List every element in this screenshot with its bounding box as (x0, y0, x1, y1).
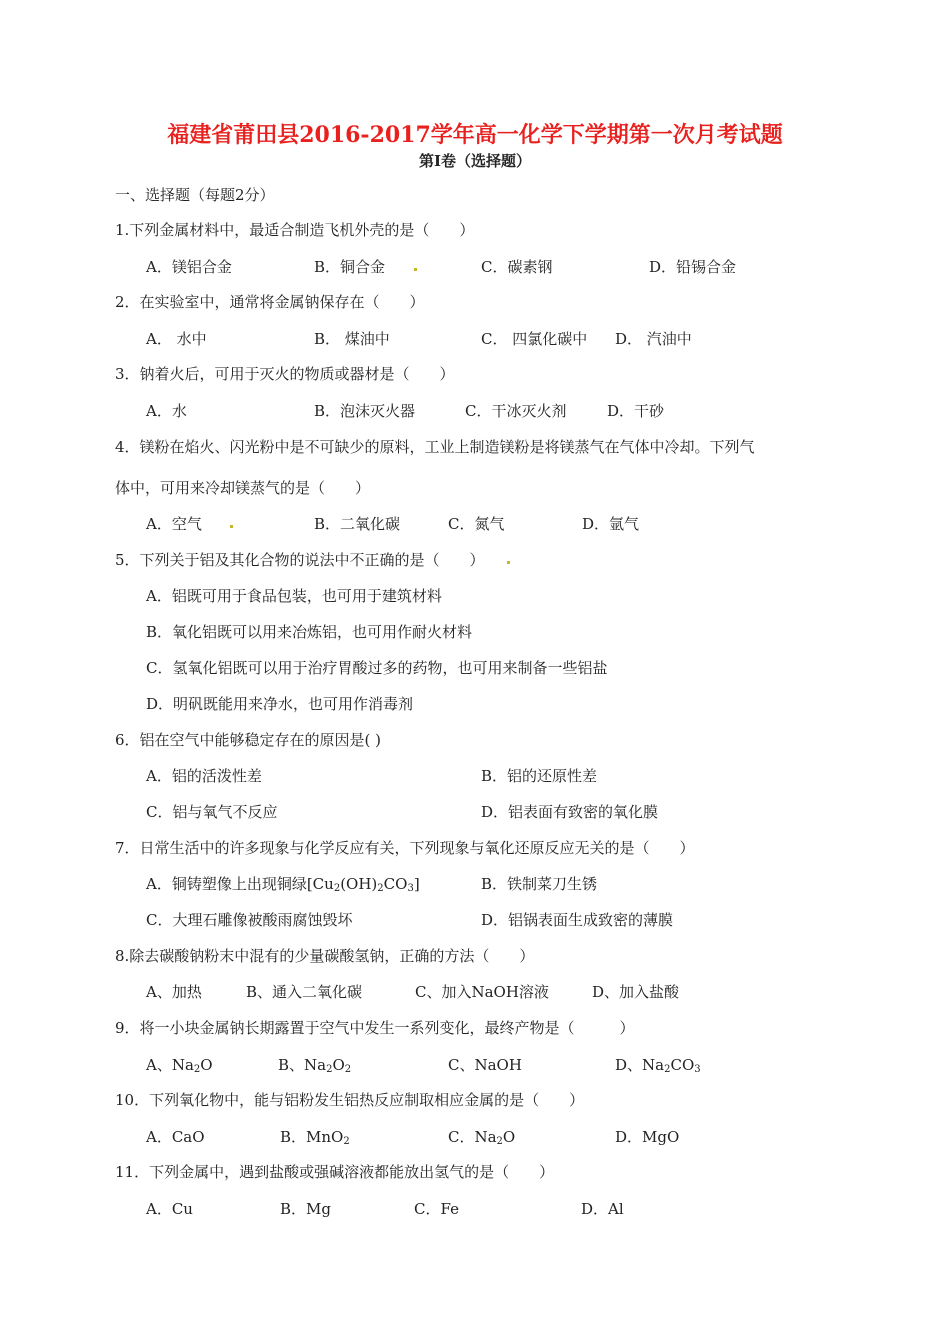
q6-option-c: C．铝与氧气不反应 (146, 803, 278, 821)
q9-option-d: D、$Na_2CO_3$ (615, 1056, 701, 1075)
question-4-stem-line2: 体中，可用来冷却镁蒸气的是（ ） (115, 479, 371, 497)
question-4-stem-line1: 4．镁粉在焰火、闪光粉中是不可缺少的原料，工业上制造镁粉是将镁蒸气在气体中冷却。下列气 (115, 438, 755, 456)
q8-option-c: C、加入NaOH溶液 (415, 983, 549, 1001)
q9-option-b: B、$Na_2O_2$ (278, 1056, 352, 1075)
q11-option-a: A．Cu (146, 1200, 193, 1218)
q5-option-a: A．铝既可用于食品包装，也可用于建筑材料 (146, 587, 442, 605)
q2-option-d: D． 汽油中 (615, 330, 692, 348)
q11-option-c: C．Fe (414, 1200, 459, 1218)
q4-option-b: B．二氧化碳 (314, 515, 401, 533)
q1-option-d: D．铅锡合金 (649, 258, 737, 276)
speck-mark (414, 268, 417, 271)
q10-option-a: A．CaO (146, 1128, 205, 1146)
q5-option-b: B．氧化铝既可以用来冶炼铝，也可用作耐火材料 (146, 623, 473, 641)
section-subtitle: 第Ⅰ卷（选择题） (418, 152, 532, 170)
q3-option-b: B．泡沫灭火器 (314, 402, 416, 420)
q5-option-c: C．氢氧化铝既可以用于治疗胃酸过多的药物，也可用来制备一些铝盐 (146, 659, 608, 677)
q2-option-a: A． 水中 (146, 330, 207, 348)
q6-option-d: D．铝表面有致密的氧化膜 (481, 803, 659, 821)
question-6-stem: 6．铝在空气中能够稳定存在的原因是( ) (115, 731, 382, 749)
speck-mark (230, 525, 233, 528)
question-3-stem: 3．钠着火后，可用于灭火的物质或器材是（ ） (115, 365, 455, 383)
q4-option-d: D．氩气 (582, 515, 640, 533)
q10-option-d: D．MgO (615, 1128, 680, 1146)
question-11-stem: 11．下列金属中，遇到盐酸或强碱溶液都能放出氢气的是（ ） (115, 1163, 555, 1181)
question-2-stem: 2．在实验室中，通常将金属钠保存在（ ） (115, 293, 425, 311)
question-1-stem: 1.下列金属材料中，最适合制造飞机外壳的是（ ） (115, 221, 475, 239)
q2-option-b: B． 煤油中 (314, 330, 390, 348)
q10-option-b: B．MnO$_2$ (280, 1128, 350, 1147)
q8-option-b: B、通入二氧化碳 (246, 983, 363, 1001)
q10-option-c: C．$Na_2O$ (448, 1128, 516, 1147)
question-8-stem: 8.除去碳酸钠粉末中混有的少量碳酸氢钠，正确的方法（ ） (115, 947, 535, 965)
q11-option-d: D．Al (581, 1200, 624, 1218)
q7-option-a: A．铜铸塑像上出现铜绿$[Cu_2(OH)_2CO_3]$ (146, 875, 420, 894)
q3-option-d: D．干砂 (607, 402, 665, 420)
q8-option-a: A、加热 (146, 983, 202, 1001)
q9-option-c: C、NaOH (448, 1056, 522, 1074)
page-title: 福建省莆田县2016-2017学年高一化学下学期第一次月考试题 (167, 122, 783, 148)
question-10-stem: 10．下列氧化物中，能与铝粉发生铝热反应制取相应金属的是（ ） (115, 1091, 585, 1109)
question-5-stem: 5．下列关于铝及其化合物的说法中不正确的是（ ） (115, 551, 485, 569)
q3-option-c: C．干冰灭火剂 (465, 402, 567, 420)
question-9-stem: 9．将一小块金属钠长期露置于空气中发生一系列变化，最终产物是（ ） (115, 1019, 635, 1037)
q6-option-a: A．铝的活泼性差 (146, 767, 262, 785)
q1-option-c: C．碳素钢 (481, 258, 553, 276)
q8-option-d: D、加入盐酸 (592, 983, 680, 1001)
q3-option-a: A．水 (146, 402, 187, 420)
q7-option-d: D．铝锅表面生成致密的薄膜 (481, 911, 674, 929)
q11-option-b: B．Mg (280, 1200, 331, 1218)
q1-option-b: B．铜合金 (314, 258, 386, 276)
q5-option-d: D．明矾既能用来净水，也可用作消毒剂 (146, 695, 414, 713)
q9-option-a: A、$Na_2O$ (146, 1056, 213, 1075)
q7-option-b: B．铁制菜刀生锈 (481, 875, 598, 893)
q7-option-c: C．大理石雕像被酸雨腐蚀毁坏 (146, 911, 353, 929)
q4-option-c: C．氮气 (448, 515, 505, 533)
q2-option-c: C． 四氯化碳中 (481, 330, 588, 348)
q6-option-b: B．铝的还原性差 (481, 767, 598, 785)
speck-mark (507, 561, 510, 564)
section-heading: 一、选择题（每题2分） (115, 186, 275, 204)
q4-option-a: A．空气 (146, 515, 202, 533)
question-7-stem: 7．日常生活中的许多现象与化学反应有关，下列现象与氧化还原反应无关的是（ ） (115, 839, 695, 857)
q1-option-a: A．镁铝合金 (146, 258, 232, 276)
